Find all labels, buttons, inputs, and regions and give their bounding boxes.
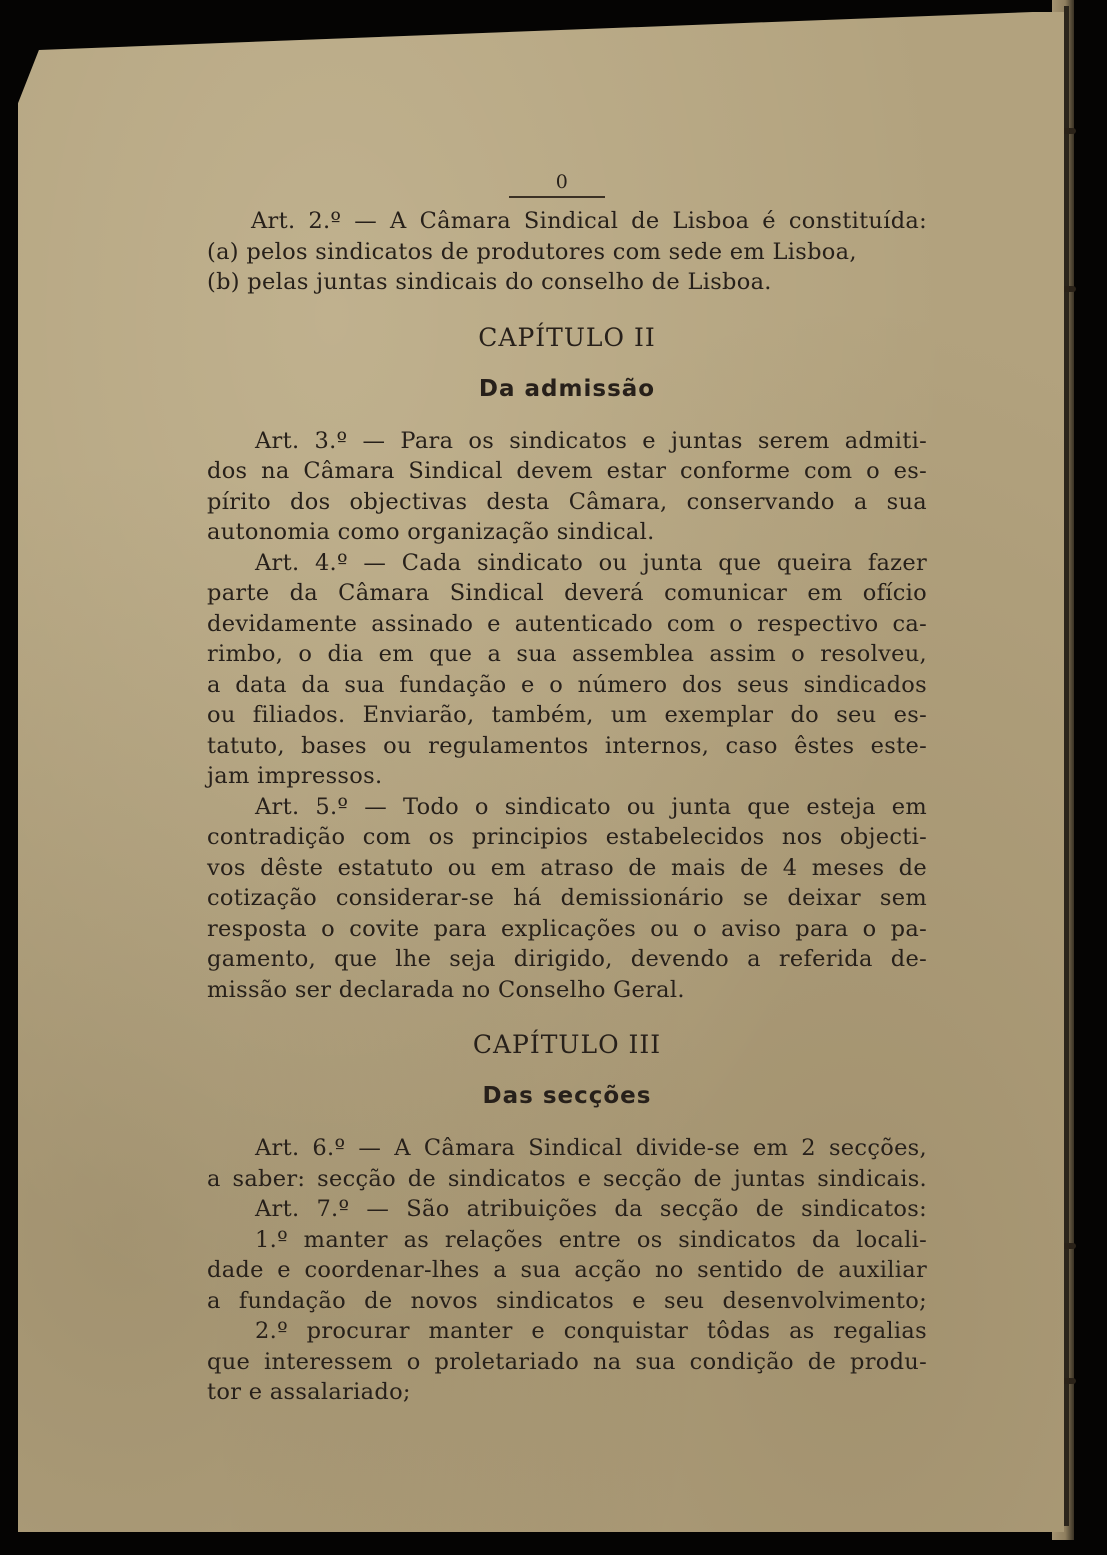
- text-line: missão ser declarada no Conselho Geral.: [207, 976, 685, 1003]
- text-line: a data da sua fundação e o número dos seus sindicados: [207, 671, 927, 698]
- chapter-3-title: CAPÍTULO III: [472, 1030, 662, 1059]
- text-line: Art. 6.º — A Câmara Sindical divide-se em 2 secções,: [255, 1135, 927, 1161]
- text-line: a fundação de novos sindicatos e seu desenvolvimento;: [207, 1287, 927, 1314]
- article-4: [207, 548, 927, 792]
- text-line: vos dêste estatuto ou em atraso de mais de 4 meses de: [207, 854, 927, 881]
- text-line: jam impressos.: [207, 763, 383, 789]
- text-line: a saber: secção de sindicatos e secção de juntas sindicais.: [207, 1165, 927, 1192]
- text-line: (a) pelos sindicatos de produtores com sede em Lisboa,: [207, 238, 857, 265]
- text-line: Art. 3.º — Para os sindicatos e juntas serem admiti-: [255, 427, 927, 454]
- text-line: 1.º manter as relações entre os sindicatos da locali-: [255, 1226, 927, 1253]
- text-line: rimbo, o dia em que a sua assemblea assim o resolveu,: [207, 641, 927, 667]
- text-line: dade e coordenar-lhes a sua acção no sentido de auxiliar: [207, 1257, 927, 1283]
- text-line: tor e assalariado;: [207, 1379, 411, 1405]
- text-line: que interessem o proletariado na sua condição de produ-: [207, 1348, 927, 1375]
- chapter-2-subtitle: Da admissão: [478, 375, 656, 402]
- text-line: autonomia como organização sindical.: [207, 519, 655, 545]
- text-line: 2.º procurar manter e conquistar tôdas as regalias: [255, 1318, 927, 1344]
- text-line: pírito dos objectivas desta Câmara, conservando a sua: [207, 488, 927, 515]
- text-line: (b) pelas juntas sindicais do conselho de Lisboa.: [207, 269, 772, 295]
- article-6: [207, 1133, 927, 1194]
- text-line: Art. 4.º — Cada sindicato ou junta que queira fazer: [255, 549, 927, 576]
- article-2: [207, 206, 927, 298]
- article-5: [207, 792, 927, 1006]
- text-line: resposta o covite para explicações ou o aviso para o pa-: [207, 915, 927, 942]
- page-number-rule: [509, 196, 605, 198]
- article-7-item-2: [207, 1316, 927, 1408]
- article-7: [207, 1194, 927, 1225]
- article-3: [207, 426, 927, 548]
- article-7-item-1: [207, 1225, 927, 1317]
- text-line: cotização considerar-se há demissionário se deixar sem: [207, 885, 927, 911]
- page-number: 0: [555, 171, 569, 193]
- text-line: Art. 5.º — Todo o sindicato ou junta que esteja em: [255, 793, 927, 820]
- text-line: parte da Câmara Sindical deverá comunicar em ofício: [207, 580, 927, 606]
- text-line: Art. 2.º — A Câmara Sindical de Lisboa é constituída:: [251, 208, 927, 234]
- text-line: gamento, que lhe seja dirigido, devendo a referida de-: [207, 946, 927, 972]
- chapter-3-subtitle: Das secções: [482, 1083, 652, 1109]
- text-line: Art. 7.º — São atribuições da secção de sindicatos:: [255, 1196, 927, 1222]
- page-text: [207, 170, 927, 1408]
- text-line: dos na Câmara Sindical devem estar conforme com o es-: [207, 458, 927, 484]
- text-line: devidamente assinado e autenticado com o respectivo ca-: [207, 610, 927, 637]
- book-binding: [1064, 6, 1069, 1526]
- chapter-2-title: CAPÍTULO II: [478, 322, 656, 352]
- text-line: contradição com os principios estabelecidos nos objecti-: [207, 824, 927, 850]
- text-line: tatuto, bases ou regulamentos internos, caso êstes este-: [207, 732, 927, 759]
- text-line: ou filiados. Enviarão, também, um exemplar do seu es-: [207, 702, 927, 728]
